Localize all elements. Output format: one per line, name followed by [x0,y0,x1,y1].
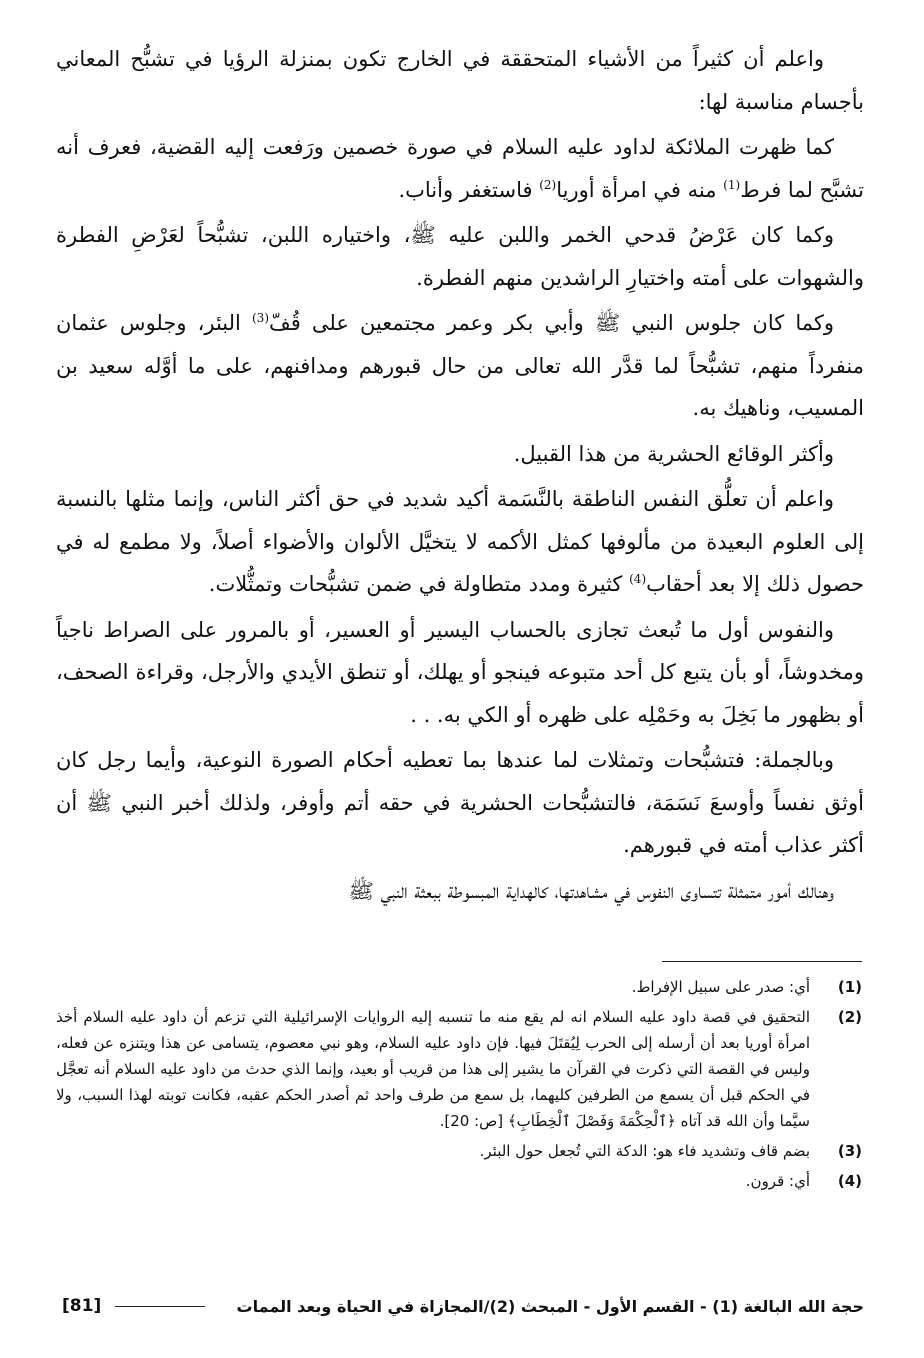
page-footer [62,1292,864,1320]
footnote-item [56,1168,862,1194]
footnote-number: (1) [837,978,862,996]
footnote-item [56,1004,862,1134]
paragraph-text: وكما كان جلوس النبي ﷺ وأبي بكر وعمر مجتمعين على قُفّ [269,311,834,335]
paragraph-text: فاستغفر وأناب. [398,177,540,202]
footnote-ref-2[interactable]: (2) [539,177,557,192]
footnote-ref-4[interactable]: (4) [629,572,647,586]
paragraph-text: والنفوس أول ما تُبعث تجازى بالحساب اليسير أو العسير، أو بالمرور على الصراط ناجياً ومخدوشاً، أو بأن يتبع كل أحد متبوعه فينجو أو يهلك، أو تنطق الأيدي والأرجل، وقراءة الصحف، أو بظهور ما بَخِلَ به وحَمْلِه على ظهره أو الكي به. . . [56,617,864,727]
paragraph-text: واعلم أن كثيراً من الأشياء المتحققة في الخارج تكون بمنزلة الرؤيا في تشبُّح المعاني بأجسام مناسبة لها: [56,47,864,114]
footnote-text: أي: صدر على سبيل الإفراط. [631,978,810,996]
paragraph [56,739,864,867]
paragraph-text: وأكثر الوقائع الحشرية من هذا القبيل. [513,441,834,466]
paragraph [56,302,864,430]
paragraph [56,478,864,606]
footnote-text: التحقيق في قصة داود عليه السلام انه لم يقع منه ما تنسبه إليه الروايات الإسرائيلية التي تزعم أن داود عليه السلام أخذ امرأة أوريا بعد أن أرسله إلى الحرب لِيُقتَلَ فيها. فإن داود عليه السلام، وهو نبي معصوم، يتسامى عن هذا ويتنزه عن فعله، وليس في القصة التي ذكرت في القرآن ما يشير إلى هذا من قريب أو بعيد، وإنما الذي حدث من داود عليه السلام أنه تعجَّل في الحكم قبل أن يسمع من الطرفين كليهما، بل سمع من طرف واحد ثم أصدر الحكم عقبه، فكانت توبته لهذا السبب، ولا سيَّما وأن الله قد آتاه ﴿ٱلْحِكْمَةَ وَفَصْلَ ٱلْخِطَابِ﴾ [ص: 20]. [56,1008,810,1130]
paragraph-text: كثيرة ومدد متطاولة في ضمن تشبُّحات وتمثُّلات. [208,572,630,596]
footnote-divider [662,961,862,962]
paragraph-text: البئر، وجلوس عثمان منفرداً منهم، تشبُّحاً لما قدَّر الله تعالى من حال قبورهم ومدافنهم، على ما أوَّله سعيد بن المسيب، وناهيك به. [56,311,864,420]
footnote-ref-1[interactable]: (1) [723,177,741,192]
main-text [56,38,864,915]
running-title: حجة الله البالغة (1) - القسم الأول - المبحث (2)/المجازاة في الحياة وبعد الممات [236,1296,864,1316]
paragraph [56,609,864,737]
footer-divider [115,1306,205,1307]
paragraph-text: وهنالك أمور متمثلة تتساوى النفوس في مشاهدتها، كالهداية المبسوطة ببعثة النبي ﷺ [348,878,834,903]
paragraph [56,870,864,913]
footnote-number: (2) [837,1008,862,1026]
paragraph [56,433,864,476]
footnote-number: (4) [837,1172,862,1190]
footnote-text: أي: قرون. [745,1172,810,1190]
footnote-text: بضم قاف وتشديد فاء هو: الدكة التي تُجعل حول البئر. [479,1142,810,1160]
paragraph-text: كما ظهرت الملائكة لداود عليه السلام في صورة خصمين ورَفعت إليه القضية، فعرف أنه تشبَّح لما فرط [56,135,864,202]
paragraph-text: وكما كان عَرْضُ قدحي الخمر واللبن عليه ﷺ، واختياره اللبن، تشبُّحاً لعَرْضِ الفطرة والشهوات على أمته واختيارِ الراشدين منهم الفطرة. [56,223,864,290]
footnote-item [56,974,862,1000]
footnotes [56,974,862,1198]
paragraph-text: وبالجملة: فتشبُّحات وتمثلات لما عندها بما تعطيه أحكام الصورة النوعية، وأيما رجل كان أوثق نفساً وأوسعَ نَسَمَة، فالتشبُّحات الحشرية في حقه أتم وأوفر، ولذلك أخبر النبي ﷺ أن أكثر عذاب أمته في قبورهم. [56,748,864,857]
paragraph [56,126,864,211]
paragraph-text: منه في امرأة أوريا [556,177,724,202]
footnote-number: (3) [837,1142,862,1160]
page-number: [81] [62,1296,102,1316]
paragraph [56,38,864,123]
paragraph [56,214,864,299]
paragraph-text: واعلم أن تعلُّق النفس الناطقة بالنَّسَمة أكيد شديد في حق أكثر الناس، وإنما مثلها بالنسبة إلى العلوم البعيدة من مألوفها كمثل الأكمه لا يتخيَّل الألوان والأضواء أصلاً، ولا مطمع له في حصول ذلك إلا بعد أحقاب [56,487,864,596]
footnote-item [56,1138,862,1164]
footnote-ref-3[interactable]: (3) [251,311,269,325]
